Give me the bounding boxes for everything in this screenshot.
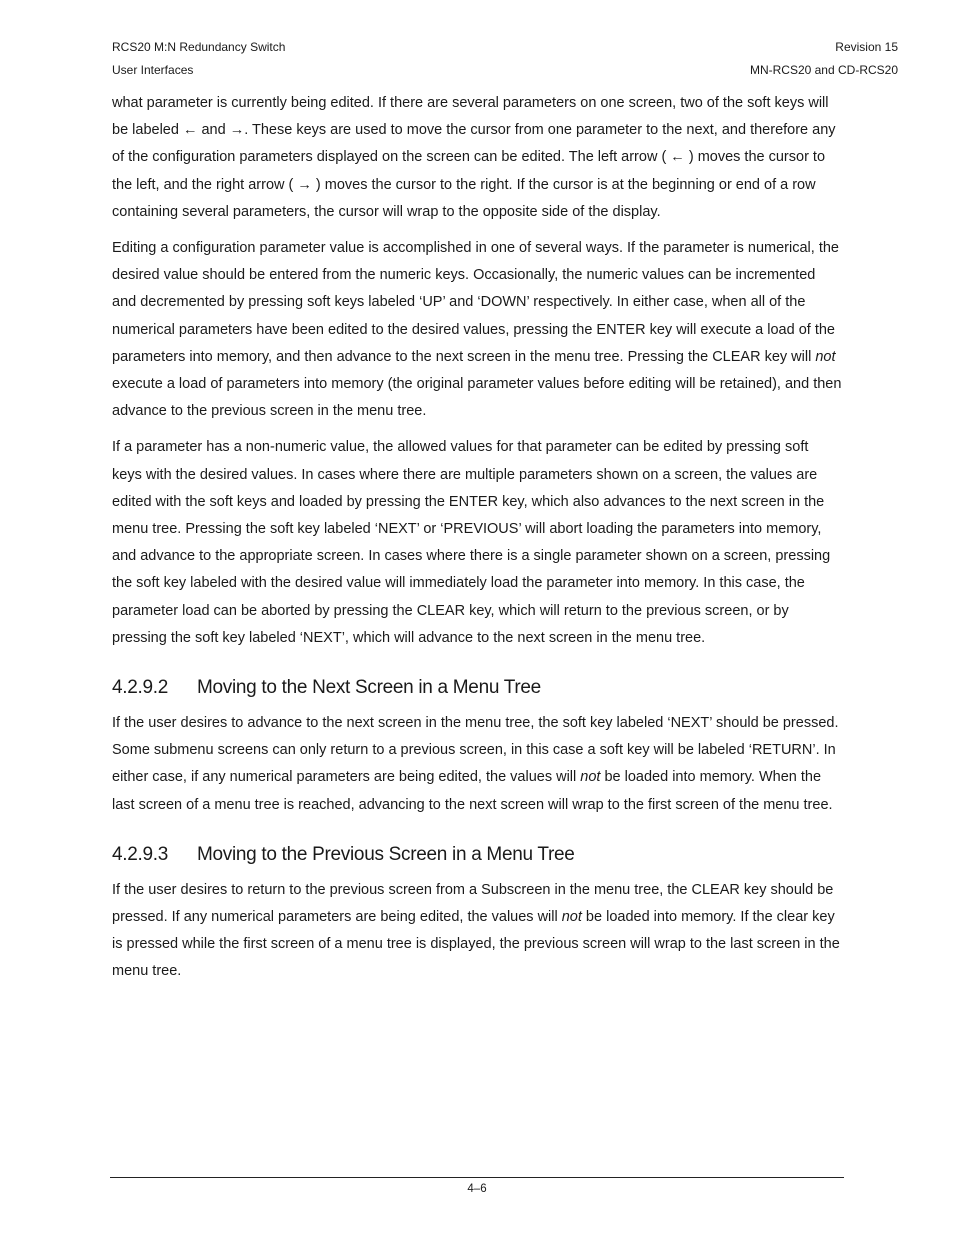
emphasis-not: not: [815, 348, 836, 365]
section-title: Moving to the Next Screen in a Menu Tree: [197, 677, 541, 699]
paragraph-text: be loaded into memory. If the clear key is pressed while the first screen of a menu tree is displayed, the previous screen will wrap to the last screen in the menu tree.: [112, 909, 840, 980]
paragraph-text: Editing a configuration parameter value is accomplished in one of several ways. If the parameter is numerical, the desired value should be entered from the numeric keys. Occasionally, the numeric values can be incremented and decremented by pressing soft keys labeled ‘UP’ and ‘DOWN’ respectively. In either case, when all of the numerical parameters have been edited to the desired values, pressing the ENTER key will execute a load of the parameters into memory, and then advance to the next screen in the menu tree. Pressing the CLEAR key will: [112, 240, 839, 365]
header-row-top: [112, 36, 898, 59]
section-heading-next-screen: [112, 675, 842, 701]
header-row-bottom: [112, 59, 898, 82]
paragraph-text: execute a load of parameters into memory (the original parameter values before editing will be retained), and then advance to the previous screen in the menu tree.: [112, 376, 842, 420]
paragraph-cursor-arrows: what parameter is currently being edited. If there are several parameters on one screen, two of the soft keys will be labeled ← and →. These keys are used to move the cursor from one parameter to the next, and therefore any of the configuration parameters displayed on the screen can be edited. The left arrow ( ← ) moves the cursor to the left, and the right arrow ( → ) moves the cursor to the right. If the cursor is at the beginning or end of a row containing several parameters, the cursor will wrap to the opposite side of the display.: [112, 95, 836, 220]
section-title: Moving to the Previous Screen in a Menu Tree: [197, 843, 575, 865]
paragraph-non-numeric-editing: If a parameter has a non-numeric value, the allowed values for that parameter can be edited by pressing soft keys with the desired values. In cases where there are multiple parameters shown on a screen, the values are edited with the soft keys and loaded by pressing the ENTER key, which also advances to the next screen in the menu tree. Pressing the soft key labeled ‘NEXT’ or ‘PREVIOUS’ will abort loading the parameters into memory, and advance to the appropriate screen. In cases where there is a single parameter shown on a screen, pressing the soft key labeled with the desired value will immediately load the parameter into memory. In this case, the parameter load can be aborted by pressing the CLEAR key, which will return to the previous screen, or by pressing the soft key labeled ‘NEXT’, which will advance to the next screen in the menu tree.: [112, 439, 831, 646]
paragraph-text: If the user desires to return to the previous screen from a Subscreen in the menu tree, the CLEAR key should be pressed. If any numerical parameters are being edited, the values will: [112, 881, 834, 926]
emphasis-not: not: [561, 909, 582, 926]
document-title: RCS20 M:N Redundancy Switch: [112, 40, 286, 54]
paragraph-previous-screen: [112, 877, 842, 986]
chapter-title: User Interfaces: [112, 62, 194, 77]
section-number: 4.2.9.3: [112, 843, 169, 865]
document-number: MN-RCS20 and CD-RCS20: [749, 62, 898, 77]
paragraph-text: If the user desires to advance to the next screen in the menu tree, the soft key labeled ‘NEXT’ should be pressed. Some submenu screens can only return to a previous screen, in this case a soft key will be labeled ‘RETURN’. In either case, if any numerical parameters are being edited, the values will: [112, 715, 839, 786]
section-heading-previous-screen: [112, 842, 842, 868]
paragraph-text: be loaded into memory. When the last screen of a menu tree is reached, advancing to the next screen will wrap to the first screen of the menu tree.: [112, 769, 833, 813]
page-header: [112, 36, 898, 81]
revision-label: Revision 15: [835, 40, 898, 54]
footer-divider: [110, 1177, 844, 1178]
emphasis-not: not: [580, 769, 601, 786]
page-body: [112, 90, 842, 995]
paragraph-next-screen: [112, 710, 842, 819]
section-number: 4.2.9.2: [112, 677, 169, 699]
page-number: 4–6: [467, 1183, 487, 1195]
paragraph-numeric-editing: [112, 235, 842, 425]
